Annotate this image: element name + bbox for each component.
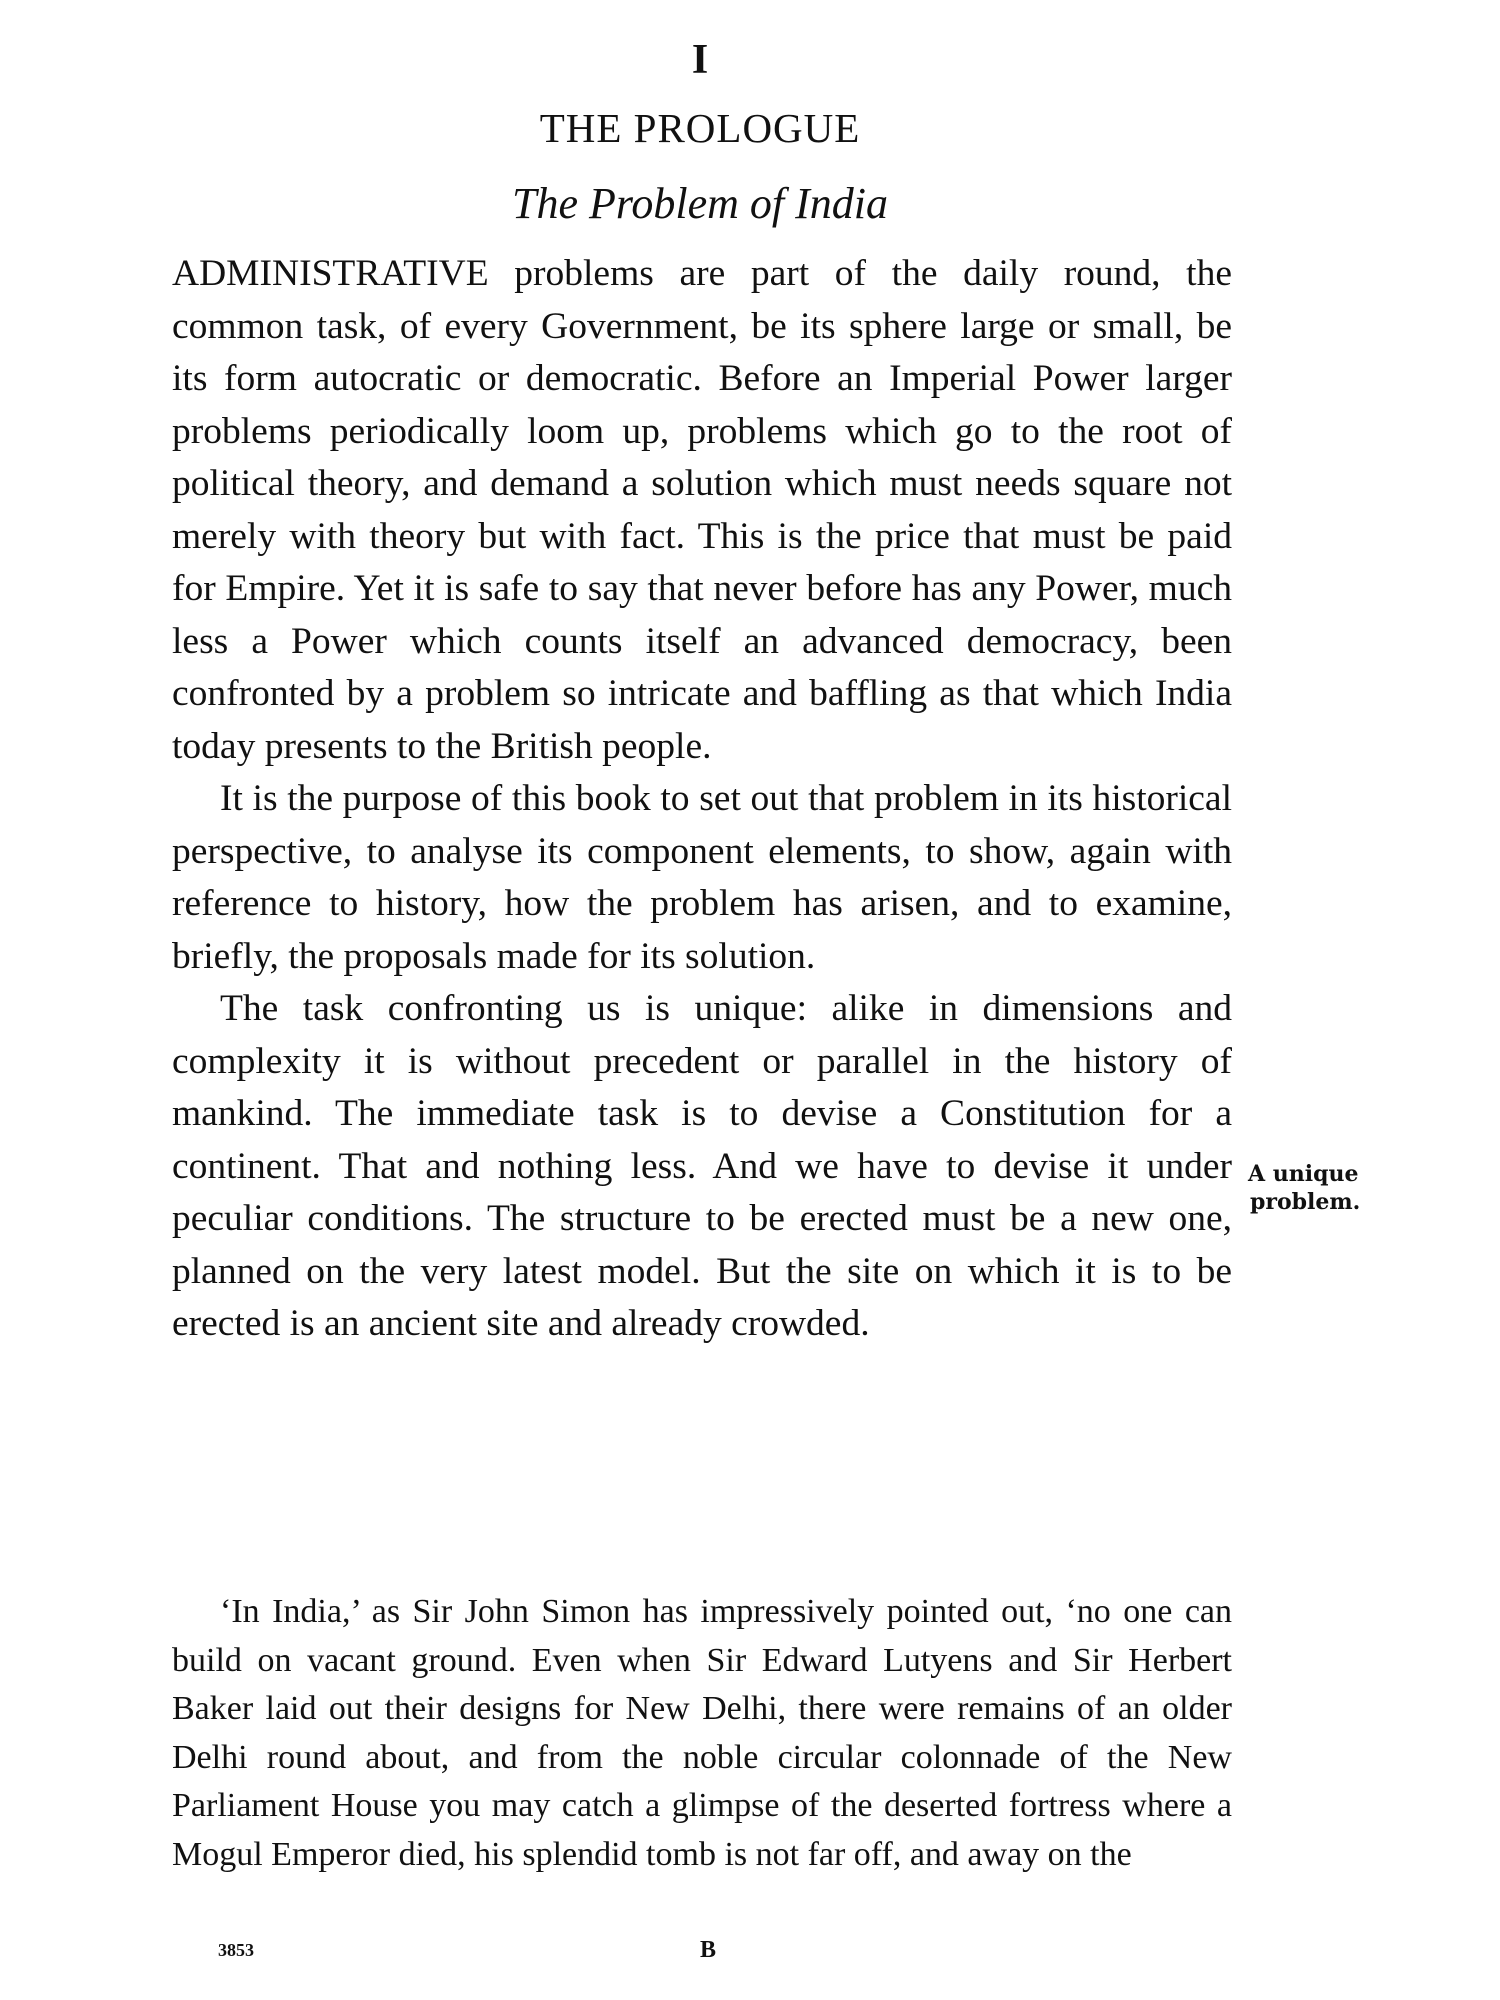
margin-note-line-1: A unique [1248, 1161, 1359, 1187]
chapter-number: I [691, 37, 709, 83]
paragraph-1: ADMINISTRATIVE problems are part of the daily round, the common task, of every Government, be its sphere large or small, be its form autocratic or democratic. Before an Imperial Power larger problems periodically loom up, problems which go to the root of political theory, and demand a solution which must needs square not merely with theory but with fact. This is the price that must be paid for Empire. Yet it is safe to say that never before has any Power, much less a Power which counts itself an advanced democracy, been confronted by a problem so intricate and baffling as that which India today presents to the British people. [172, 253, 1232, 767]
chapter-subtitle: The Problem of India [512, 179, 888, 228]
body-text [172, 248, 1232, 1351]
gathering-letter: B [700, 1937, 717, 1963]
paragraph-3: The task confronting us is unique: alike in dimensions and complexity it is without precedent or parallel in the history of mankind. The immediate task is to devise a Constitution for a continent. That and nothing less. And we have to devise it under peculiar conditions. The structure to be erected must be a new one, planned on the very latest model. But the site on which it is to be erected is an ancient site and already crowded. [172, 988, 1232, 1344]
chapter-title: THE PROLOGUE [539, 105, 861, 151]
margin-note [1248, 1160, 1388, 1216]
signature-mark: 3853 [218, 1940, 254, 1960]
margin-note-line-2: problem. [1250, 1189, 1361, 1215]
quotation-block [172, 1588, 1232, 1879]
quotation-paragraph: ‘In India,’ as Sir John Simon has impressively pointed out, ‘no one can build on vacant ground. Even when Sir Edward Lutyens and Sir Herbert Baker laid out their designs for New Delhi, there were remains of an older Delhi round about, and from the noble circular colonnade of the New Parliament House you may catch a glimpse of the deserted fortress where a Mogul Emperor died, his splendid tomb is not far off, and away on the [172, 1593, 1232, 1873]
paragraph-2: It is the purpose of this book to set out that problem in its historical perspective, to analyse its component elements, to show, again with reference to history, how the problem has arisen, and to examine, briefly, the proposals made for its solution. [172, 778, 1232, 977]
